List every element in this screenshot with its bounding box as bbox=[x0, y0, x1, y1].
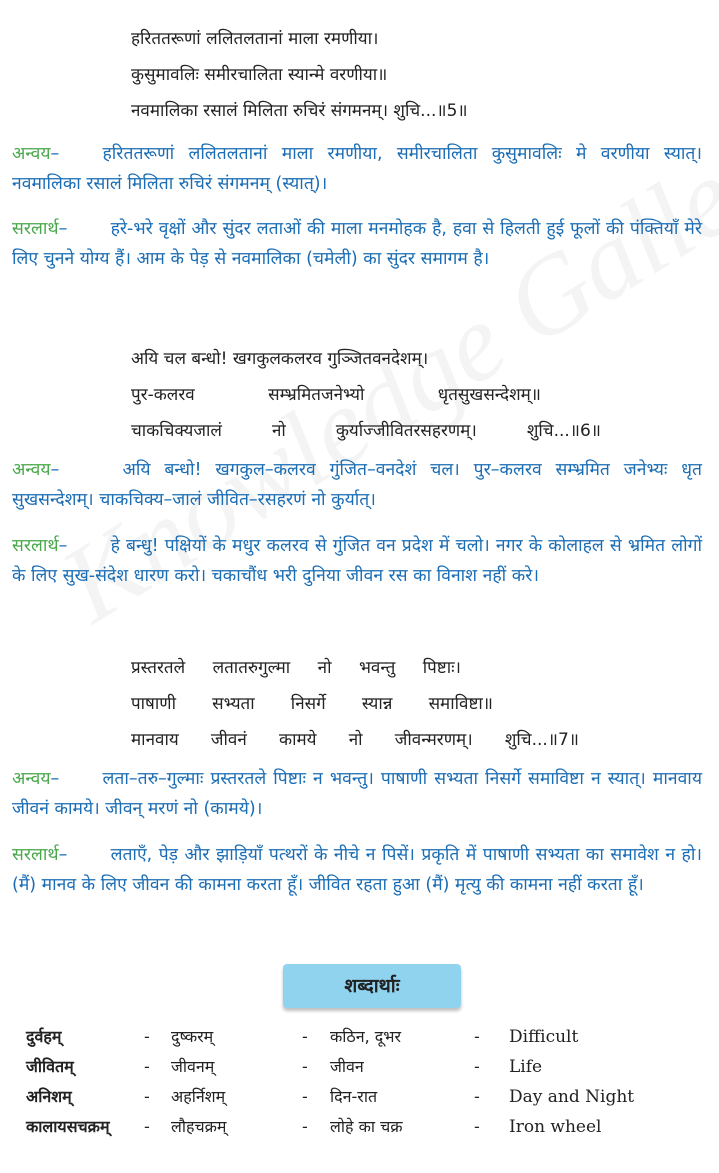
verse-line: अयि चल बन्धो! खगकुलकलरव गुञ्जितवनदेशम्। bbox=[131, 349, 429, 369]
saralarth-label: सरलार्थ bbox=[12, 845, 59, 865]
gloss-word: दुर्वहम् bbox=[26, 1027, 62, 1046]
gloss-separator: - bbox=[474, 1087, 480, 1106]
verse-line: नवमालिका रसालं मिलिता रुचिरं संगमनम्। शुचि...॥5॥ bbox=[131, 101, 468, 121]
gloss-separator: - bbox=[474, 1057, 480, 1076]
anvay-text: हरिततरूणां ललितलतानां माला रमणीया, समीरचालिता कुसुमावलिः मे वरणीया स्यात्। नवमालिका रसालं मिलिता रुचिरं संगमनम् (स्यात्)। bbox=[12, 144, 702, 194]
gloss-word: अनिशम् bbox=[26, 1087, 72, 1106]
verse-line: हरिततरूणां ललितलतानां माला रमणीया। bbox=[131, 29, 379, 49]
anvay-text: अयि बन्धो! खगकुल–कलरव गुंजित–वनदेशं चल। पुर–कलरव सम्भ्रमित जनेभ्यः धृत सुखसन्देशम्। चाकचिक्य–जालं जीवित–रसहरणं नो कुर्यात्। bbox=[12, 460, 702, 510]
glossary-row bbox=[26, 1112, 706, 1142]
gloss-hindi: दिन-रात bbox=[330, 1087, 378, 1106]
gloss-english: Day and Night bbox=[509, 1087, 635, 1107]
gloss-sanskrit: अहर्निशम् bbox=[171, 1087, 226, 1106]
glossary-row bbox=[26, 1022, 706, 1052]
verse-line: कुसुमावलिः समीरचालिता स्यान्मे वरणीया॥ bbox=[131, 65, 388, 85]
gloss-separator: - bbox=[144, 1057, 150, 1076]
gloss-separator: - bbox=[302, 1117, 308, 1136]
gloss-sanskrit: जीवनम् bbox=[171, 1057, 215, 1076]
anvay-label: अन्वय bbox=[12, 460, 51, 480]
gloss-separator: - bbox=[302, 1057, 308, 1076]
gloss-english: Difficult bbox=[509, 1027, 579, 1047]
gloss-sanskrit: लौहचक्रम् bbox=[171, 1117, 227, 1136]
gloss-hindi: जीवन bbox=[330, 1057, 364, 1076]
saralarth-label: सरलार्थ bbox=[12, 219, 59, 239]
saralarth-label: सरलार्थ bbox=[12, 536, 59, 556]
gloss-word: जीवितम् bbox=[26, 1057, 74, 1076]
verse-7 bbox=[131, 650, 601, 758]
anvay-6 bbox=[12, 455, 702, 515]
gloss-english: Life bbox=[509, 1057, 543, 1077]
verse-line: पुर-कलरव सम्भ्रमितजनेभ्यो धृतसुखसन्देशम्॥ bbox=[131, 385, 541, 405]
anvay-7 bbox=[12, 764, 702, 824]
gloss-hindi: कठिन, दूभर bbox=[330, 1027, 402, 1046]
dash: – bbox=[50, 144, 60, 164]
gloss-english: Iron wheel bbox=[509, 1117, 602, 1137]
saralarth-text: लताएँ, पेड़ और झाड़ियाँ पत्थरों के नीचे न पिसें। प्रकृति में पाषाणी सभ्यता का समावेश न हो। (मैं) मानव के लिए जीवन की कामना करता हूँ। जीवित रहता हुआ (मैं) मृत्यु की कामना नहीं करता हूँ। bbox=[12, 845, 702, 895]
gloss-separator: - bbox=[302, 1087, 308, 1106]
saralarth-5 bbox=[12, 214, 702, 274]
gloss-sanskrit: दुष्करम् bbox=[171, 1027, 214, 1046]
verse-line: चाकचिक्यजालं नो कुर्याज्जीवितरसहरणम्। शुचि...॥6॥ bbox=[131, 421, 601, 441]
saralarth-text: हे बन्धु! पक्षियों के मधुर कलरव से गुंजित वन प्रदेश में चलो। नगर के कोलाहल से भ्रमित लोगों के लिए सुख-संदेश धारण करो। चकाचौंध भरी दुनिया जीवन रस का विनाश नहीं करे। bbox=[12, 536, 702, 586]
verse-6 bbox=[131, 341, 601, 449]
gloss-separator: - bbox=[144, 1117, 150, 1136]
anvay-label: अन्वय bbox=[12, 144, 51, 164]
gloss-separator: - bbox=[474, 1027, 480, 1046]
gloss-word: कालायसचक्रम् bbox=[26, 1117, 110, 1136]
gloss-separator: - bbox=[474, 1117, 480, 1136]
dash: – bbox=[58, 536, 68, 556]
verse-line: प्रस्तरतले लतातरुगुल्मा नो भवन्तु पिष्टाः। bbox=[131, 658, 461, 678]
saralarth-6 bbox=[12, 531, 702, 591]
anvay-label: अन्वय bbox=[12, 769, 51, 789]
dash: – bbox=[50, 769, 60, 789]
dash: – bbox=[58, 845, 68, 865]
saralarth-7 bbox=[12, 840, 702, 900]
gloss-separator: - bbox=[302, 1027, 308, 1046]
glossary-heading: शब्दार्थाः bbox=[283, 964, 461, 1008]
saralarth-text: हरे-भरे वृक्षों और सुंदर लताओं की माला मनमोहक है, हवा से हिलती हुई फूलों की पंक्तियाँ मेरे लिए चुनने योग्य हैं। आम के पेड़ से नवमालिका (चमेली) का सुंदर समागम है। bbox=[12, 219, 702, 269]
anvay-text: लता–तरु–गुल्माः प्रस्तरतले पिष्टाः न भवन्तु। पाषाणी सभ्यता निसर्गे समाविष्टा न स्यात्। मानवाय जीवनं कामये। जीवन् मरणं नो (कामये)। bbox=[12, 769, 702, 819]
verse-5 bbox=[131, 21, 601, 129]
verse-line: मानवाय जीवनं कामये नो जीवन्मरणम्। शुचि...॥7॥ bbox=[131, 730, 579, 750]
gloss-hindi: लोहे का चक्र bbox=[330, 1117, 403, 1136]
verse-line: पाषाणी सभ्यता निसर्गे स्यान्न समाविष्टा॥ bbox=[131, 694, 493, 714]
glossary-row bbox=[26, 1082, 706, 1112]
gloss-separator: - bbox=[144, 1087, 150, 1106]
glossary-row bbox=[26, 1052, 706, 1082]
dash: – bbox=[50, 460, 60, 480]
dash: – bbox=[58, 219, 68, 239]
glossary-table bbox=[26, 1022, 706, 1142]
gloss-separator: - bbox=[144, 1027, 150, 1046]
anvay-5 bbox=[12, 139, 702, 199]
